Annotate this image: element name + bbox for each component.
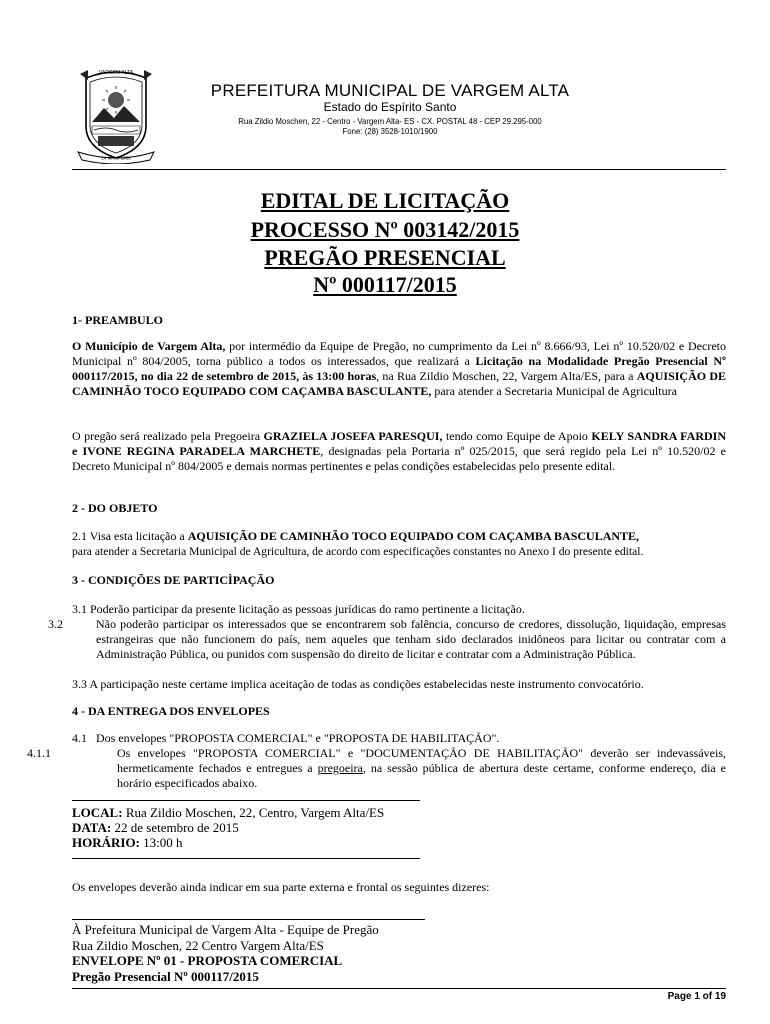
header-divider <box>72 169 726 170</box>
municipal-crest-logo <box>76 64 156 164</box>
separator-line <box>72 919 425 920</box>
envelope-line-1: À Prefeitura Municipal de Vargem Alta - Equipe de Pregão <box>72 922 379 937</box>
section-2-heading: 2 - DO OBJETO <box>72 501 158 515</box>
section-1-heading: 1- PREAMBULO <box>72 313 163 327</box>
envelope-line-4: Pregão Presencial Nº 000117/2015 <box>72 969 259 984</box>
section-4-heading: 4 - DA ENTREGA DOS ENVELOPES <box>72 704 270 718</box>
separator-line <box>72 858 420 859</box>
separator-line <box>72 800 420 801</box>
header-state: Estado do Espírito Santo <box>323 100 457 114</box>
title-processo: PROCESSO Nº 003142/2015 <box>250 217 520 242</box>
header-phone: Fone: (28) 3528-1010/1900 <box>342 127 438 136</box>
section-3-item-3: 3.3 A participação neste certame implica aceitação de todas as condições estabelecidas neste instrumento convocatório. <box>72 677 644 691</box>
envelope-line-3: ENVELOPE Nº 01 - PROPOSTA COMERCIAL <box>72 953 343 968</box>
section-4-item-4-1: 4.1 Dos envelopes "PROPOSTA COMERCIAL" e "PROPOSTA DE HABILITAÇÃO". <box>72 731 500 745</box>
local-line: LOCAL: Rua Zildio Moschen, 22, Centro, Vargem Alta/ES <box>72 805 385 820</box>
header-address: Rua Zildio Moschen, 22 - Centro - Vargem Alta- ES - CX. POSTAL 48 - CEP 29.295-000 <box>238 117 542 126</box>
footer-divider <box>72 988 726 989</box>
page-number: Page 1 of 19 <box>667 991 726 1002</box>
section-3-item-2: 3.2 Não poderão participar os interessados que se encontrarem sob falência, concurso de credores, dissolução, liquidação, empresas estrangeiras que não funcionem do país, nem aqueles que tenham sido declarados inidôneos para licitar ou contratar com a Administração Pública, ou punidos com suspensão do direito de licitar e contratar com a Administração Pública. <box>48 617 726 661</box>
section-1-paragraph-1: O Município de Vargem Alta, por intermédio da Equipe de Pregão, no cumprimento da Lei nº 8.666/93, Lei nº 10.520/02 e Decreto Municipal nº 804/2005, torna público a todos os interessados, que realizará a Licitação na Modalidade Pregão Presencial Nº 000117/2015, no dia 22 de setembro de 2015, às 13:00 horas, na Rua Zildio Moschen, 22, Vargem Alta/ES, para a AQUISIÇÃO DE CAMINHÃO TOCO EQUIPADO COM CAÇAMBA BASCULANTE, para atender a Secretaria Municipal de Agricultura <box>72 339 727 398</box>
section-4-item-4-1-1: 4.1.1 Os envelopes "PROPOSTA COMERCIAL" e "DOCUMENTAÇÃO DE HABILITAÇÃO" deverão ser indevassáveis, hermeticamente fechados e entregues a pregoeira, na sessão pública de abertura deste certame, conforme endereço, dia e horário especificados abaixo. <box>27 746 726 790</box>
title-numero: Nº 000117/2015 <box>313 272 457 297</box>
title-pregao: PREGÃO PRESENCIAL <box>264 245 506 270</box>
header-title: PREFEITURA MUNICIPAL DE VARGEM ALTA <box>210 81 570 100</box>
envelopes-note: Os envelopes deverão ainda indicar em sua parte externa e frontal os seguintes dizeres: <box>72 880 490 894</box>
section-3-heading: 3 - CONDIÇÕES DE PARTICÌPAÇÃO <box>72 573 275 587</box>
title-edital: EDITAL DE LICITAÇÃO <box>260 188 510 213</box>
horario-line: HORÁRIO: 13:00 h <box>72 835 183 850</box>
section-3-item-1: 3.1 Poderão participar da presente licitação as pessoas jurídicas do ramo pertinente a licitação. <box>72 602 525 616</box>
crest-banner-text: 14 MAIO 1988 <box>101 155 131 161</box>
data-line: DATA: 22 de setembro de 2015 <box>72 820 239 835</box>
envelope-line-2: Rua Zildio Moschen, 22 Centro Vargem Alta/ES <box>72 938 324 953</box>
section-1-paragraph-2: O pregão será realizado pela Pregoeira GRAZIELA JOSEFA PARESQUI, tendo como Equipe de Apoio KELY SANDRA FARDIN e IVONE REGINA PARADELA MARCHETE, designadas pela Portaria nº 025/2015, que será regido pela Lei nº 10.520/02 e Decreto Municipal nº 804/2005 e demais normas pertinentes e pelas condições estabelecidas pelo presente edital. <box>72 429 727 473</box>
section-2-paragraph: 2.1 Visa esta licitação a AQUISIÇÃO DE CAMINHÃO TOCO EQUIPADO COM CAÇAMBA BASCULANTE, para atender a Secretaria Municipal de Agricultura, de acordo com especificações constantes no Anexo I do presente edital. <box>72 529 644 558</box>
crest-top-text: VARGEM ALTA <box>98 70 134 76</box>
